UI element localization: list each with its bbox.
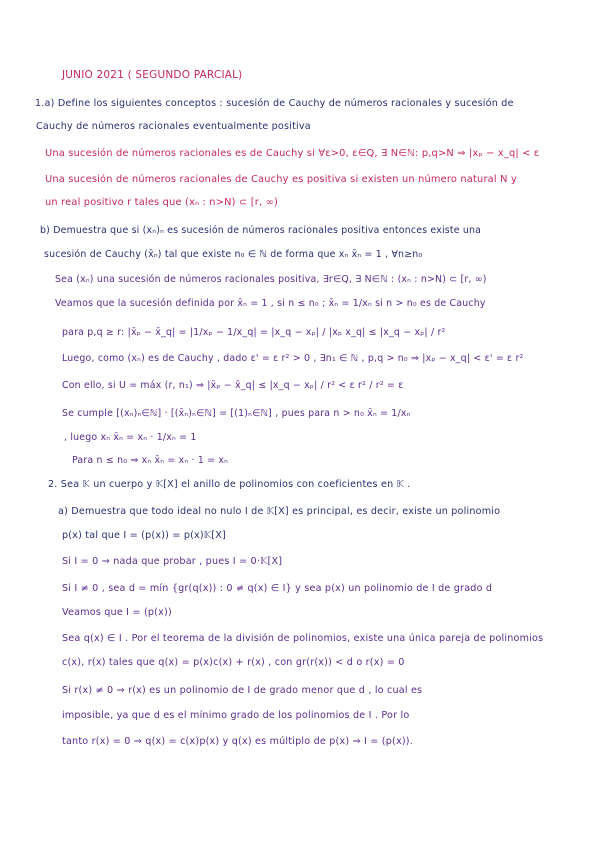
proof-line-2: Veamos que la sucesión definida por x̄ₙ = 1 , si n ≤ n₀ ; x̄ₙ = 1/xₙ si n > n₀ es de Cauchy bbox=[55, 298, 486, 309]
exercise-2-step-1: Sea q(x) ∈ I . Por el teorema de la división de polinomios, existe una única pareja de polinomios bbox=[62, 633, 544, 644]
part-b-statement-line-2: sucesión de Cauchy (x̄ₙ) tal que existe n₀ ∈ ℕ de forma que xₙ x̄ₙ = 1 , ∀n≥n₀ bbox=[44, 249, 423, 260]
proof-line-4: Luego, como (xₙ) es de Cauchy , dado ε' = ε r² > 0 , ∃n₁ ∈ ℕ , p,q > n₀ ⇒ |xₚ − x_q| < ε' = ε r² bbox=[62, 353, 524, 364]
exercise-2-step-3: Si r(x) ≠ 0 ⇒ r(x) es un polinomio de I de grado menor que d , lo cual es bbox=[62, 685, 423, 696]
proof-line-7: , luego xₙ x̄ₙ = xₙ · 1/xₙ = 1 bbox=[64, 432, 197, 443]
proof-line-1: Sea (xₙ) una sucesión de números racionales positiva, ∃r∈Q, ∃ N∈ℕ : (xₙ : n>N) ⊂ [r, ∞) bbox=[55, 274, 487, 285]
definition-cauchy: Una sucesión de números racionales es de Cauchy si ∀ε>0, ε∈Q, ∃ N∈ℕ: p,q>N ⇒ |xₚ − x_q| < ε bbox=[45, 148, 540, 159]
exercise-1-statement-line-1: 1.a) Define los siguientes conceptos : sucesión de Cauchy de números racionales y sucesión de bbox=[35, 98, 514, 109]
proof-line-5: Con ello, si U = máx (r, n₁) ⇒ |x̄ₚ − x̄_q| ≤ |x_q − xₚ| / r² < ε r² / r² = ε bbox=[62, 380, 404, 391]
exercise-2-step-4: imposible, ya que d es el mínimo grado de los polinomios de I . Por lo bbox=[62, 710, 410, 721]
part-b-statement-line-1: b) Demuestra que si (xₙ)ₙ es sucesión de números racionales positiva entonces existe una bbox=[40, 225, 482, 236]
exercise-2-statement: 2. Sea 𝕂 un cuerpo y 𝕂[X] el anillo de polinomios con coeficientes en 𝕂 . bbox=[48, 479, 411, 490]
proof-line-3: para p,q ≥ r: |x̄ₚ − x̄_q| = |1/xₚ − 1/x_q| = |x_q − xₚ| / |xₚ x_q| ≤ |x_q − xₚ| / r² bbox=[62, 327, 446, 338]
exercise-2-case-zero: Si I = 0 ⇒ nada que probar , pues I = 0·𝕂[X] bbox=[62, 556, 283, 567]
exercise-2-part-a-line-2: p(x) tal que I = (p(x)) = p(x)𝕂[X] bbox=[62, 530, 226, 541]
page-title: JUNIO 2021 ( SEGUNDO PARCIAL) bbox=[62, 69, 243, 81]
exercise-1-statement-line-2: Cauchy de números racionales eventualmente positiva bbox=[36, 121, 311, 132]
exercise-2-part-a-line-1: a) Demuestra que todo ideal no nulo I de 𝕂[X] es principal, es decir, existe un polinomio bbox=[58, 506, 501, 517]
exercise-2-case-nonzero-line-1: Si I ≠ 0 , sea d = mín {gr(q(x)) : 0 ≠ q(x) ∈ I} y sea p(x) un polinomio de I de grado d bbox=[62, 583, 493, 594]
exercise-2-step-5: tanto r(x) = 0 ⇒ q(x) = c(x)p(x) y q(x) es múltiplo de p(x) ⇒ I = (p(x)). bbox=[62, 736, 413, 747]
definition-positive-line-1: Una sucesión de números racionales de Cauchy es positiva si existen un número natural N y bbox=[45, 174, 517, 185]
proof-line-6: Se cumple [(xₙ)ₙ∈ℕ] · [(x̄ₙ)ₙ∈ℕ] = [(1)ₙ∈ℕ] , pues para n > n₀ x̄ₙ = 1/xₙ bbox=[62, 408, 411, 419]
definition-positive-line-2: un real positivo r tales que (xₙ : n>N) ⊂ [r, ∞) bbox=[45, 197, 278, 208]
proof-line-8: Para n ≤ n₀ ⇒ xₙ x̄ₙ = xₙ · 1 = xₙ bbox=[72, 455, 229, 466]
exercise-2-case-nonzero-line-2: Veamos que I = (p(x)) bbox=[62, 607, 172, 618]
exercise-2-step-2: c(x), r(x) tales que q(x) = p(x)c(x) + r(x) , con gr(r(x)) < d o r(x) = 0 bbox=[62, 657, 405, 668]
